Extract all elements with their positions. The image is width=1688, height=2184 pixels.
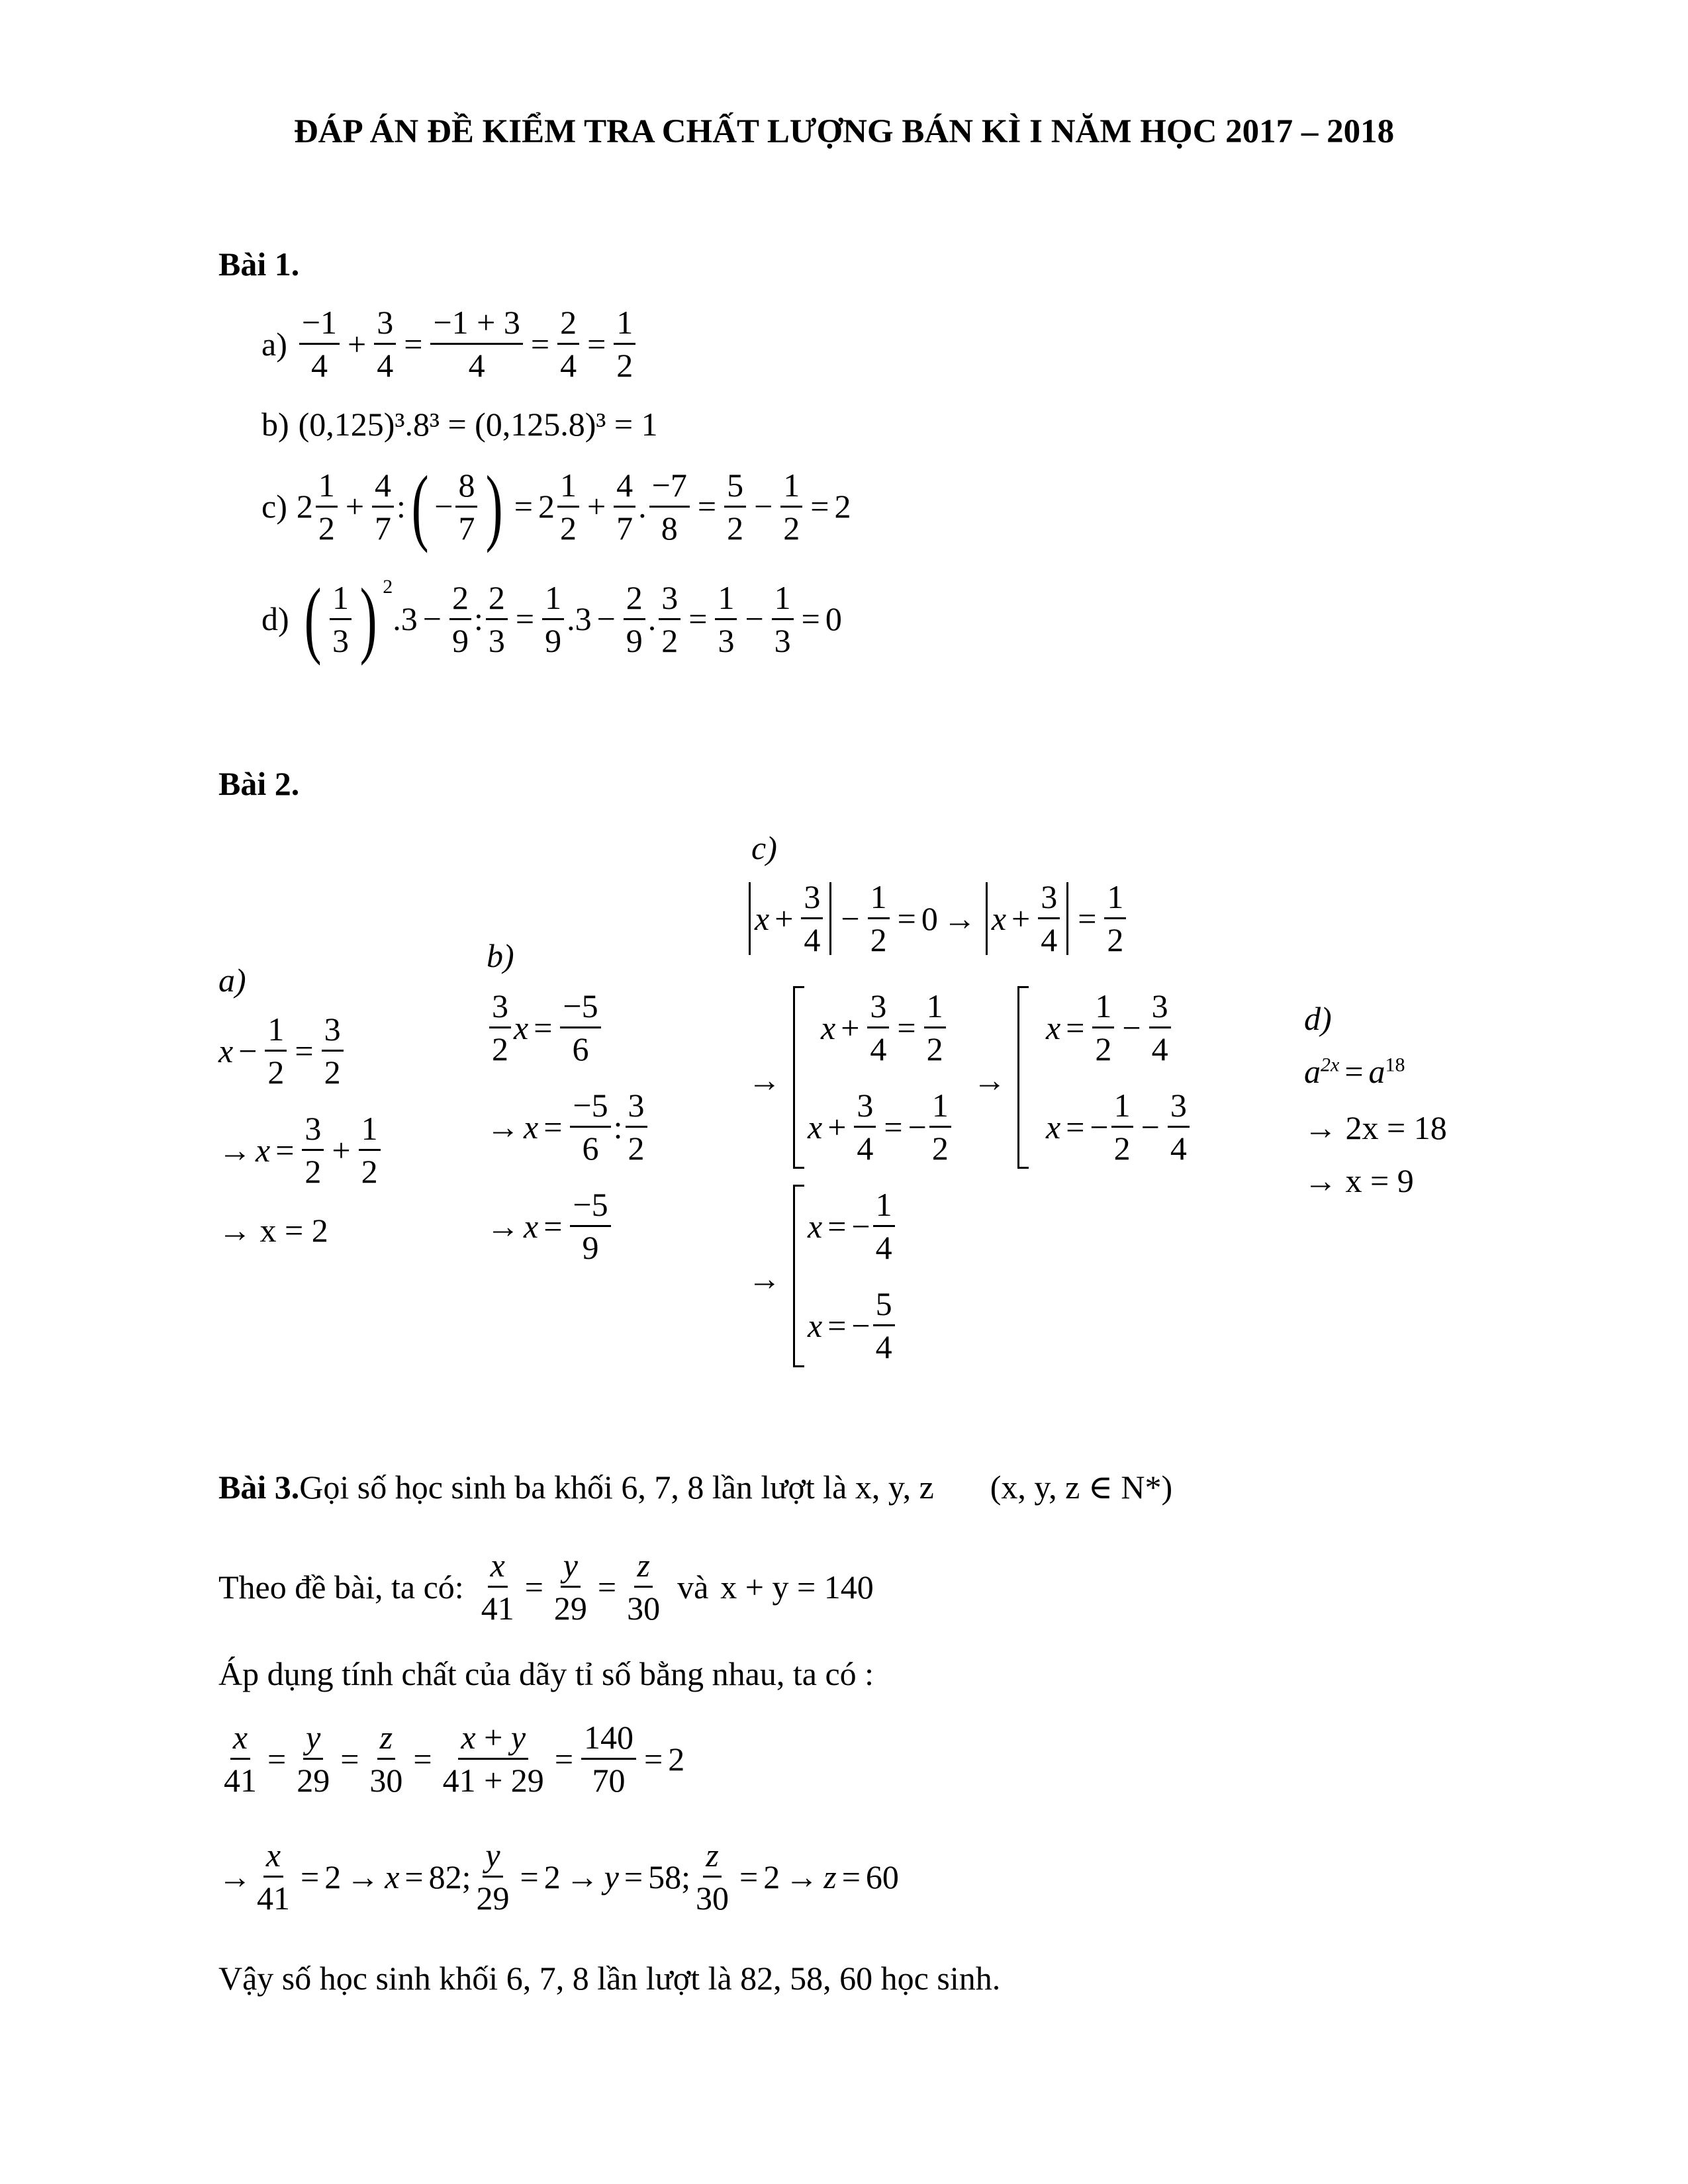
- bai2-c-arrow3: →: [748, 1260, 781, 1297]
- bai1-header: Bài 1.: [218, 246, 300, 283]
- bai3-header: Bài 3.: [218, 1469, 300, 1506]
- bai2-d-line2: → 2x = 18: [1304, 1109, 1447, 1146]
- bai2-a-result: → x = 2: [218, 1212, 328, 1249]
- bai2-a-label: a): [218, 962, 246, 999]
- bai2-b-line3: → x = $\frac{-5}{9}$: [487, 1188, 614, 1264]
- bai2-c-label: c): [751, 829, 777, 866]
- bai3-given-prefix: Theo đề bài, ta có:: [218, 1568, 464, 1606]
- bai2-a-line1: x − $\frac{1}{2}$ = $\frac{3}{2}$: [218, 1013, 346, 1089]
- bai1-d-equation: d) ( $\frac{1}{3}$ ) $^2$ .3 − $\frac{2}{9}$ : $\frac{2}{3}$ = $\frac{1}{9}$ .3 − $\frac{2}{9}$ . $\frac{3}{2}$ = $\frac{1}{3}$ − $\frac{1}{3}$ = 0: [261, 571, 842, 666]
- bai3-given-and: và: [677, 1568, 709, 1606]
- bai2-d-line1: $a^{2x} = a^{18}$: [1304, 1053, 1405, 1090]
- bai2-c-case3b: x = − $\frac{5}{4}$: [808, 1287, 898, 1363]
- bai3-given: Theo đề bài, ta có: $\frac{x}{41}$ = $\frac{y}{29}$ = $\frac{z}{30}$ và x + y = 140: [218, 1547, 874, 1627]
- bai2-c-arrow1: →: [748, 1062, 781, 1099]
- bai2-b-line2: → x = $\frac{-5}{6}$ : $\frac{3}{2}$: [487, 1089, 650, 1165]
- bai2-d-line3: → x = 9: [1304, 1162, 1414, 1199]
- bai2-d-label: d): [1304, 1000, 1332, 1037]
- bai3-solutions: → $\frac{x}{41}$ = 2 → x = 82; $\frac{y}{29}$ = 2 → y = 58; $\frac{z}{30}$ = 2 → z = 60: [218, 1837, 899, 1917]
- bai2-c-bracket3: [793, 1185, 804, 1367]
- bai2-header: Bài 2.: [218, 765, 300, 802]
- bai3-apply: Áp dụng tính chất của dãy tỉ số bằng nhau, ta có :: [218, 1655, 874, 1692]
- bai2-c-case1a: x + $\frac{3}{4}$ = $\frac{1}{2}$: [821, 989, 949, 1066]
- bai2-c-arrow2: →: [973, 1062, 1006, 1099]
- bai2-c-bracket1: [793, 986, 804, 1169]
- bai2-c-case3a: x = − $\frac{1}{4}$: [808, 1188, 898, 1264]
- bai2-c-line1: x + $\frac{3}{4}$ − $\frac{1}{2}$ = 0 → x + $\frac{3}{4}$ = $\frac{1}{2}$: [745, 880, 1129, 956]
- bai3-condition: (x, y, z ∈ N*): [990, 1469, 1173, 1506]
- bai1-d-label: d): [261, 600, 289, 637]
- bai1-a-label: a): [261, 325, 287, 363]
- bai2-b-label: b): [487, 937, 514, 974]
- bai2-a-line2: → x = $\frac{3}{2}$ + $\frac{1}{2}$: [218, 1112, 383, 1188]
- bai1-a-equation: a) $\frac{-1}{4}$ + $\frac{3}{4}$ = $\frac{-1 + 3}{4}$ = $\frac{2}{4}$ = $\frac{1}{2}$: [261, 306, 638, 382]
- bai2-c-case2b: x = − $\frac{1}{2}$ − $\frac{3}{4}$: [1046, 1089, 1192, 1165]
- bai1-b-label: b): [261, 406, 289, 443]
- bai2-c-case1b: x + $\frac{3}{4}$ = − $\frac{1}{2}$: [808, 1089, 954, 1165]
- bai2-c-case2a: x = $\frac{1}{2}$ − $\frac{3}{4}$: [1046, 989, 1174, 1066]
- bai1-b-equation: [261, 405, 658, 443]
- bai1-c-equation: c) 2 $\frac{1}{2}$ + $\frac{4}{7}$ : ( − $\frac{8}{7}$ ) = 2 $\frac{1}{2}$ + $\frac{4}{7}$ . $\frac{-7}{8}$ = $\frac{5}{2}$ − $\frac{1}{2}$ = 2: [261, 459, 851, 554]
- bai3-conclusion: Vậy số học sinh khối 6, 7, 8 lần lượt là 82, 58, 60 học sinh.: [218, 1960, 1001, 1997]
- bai3-given-sum: x + y = 140: [720, 1568, 874, 1606]
- bai2-b-line1: $\frac{3}{2}$ x = $\frac{-5}{6}$: [487, 989, 604, 1066]
- bai3-intro-line: [218, 1468, 1172, 1506]
- bai1-c-label: c): [261, 488, 287, 525]
- bai3-ratio-chain: $\frac{x}{41}$ = $\frac{y}{29}$ = $\frac{z}{30}$ = $\frac{x + y}{41 + 29}$ = $\frac{140}{70}$ = 2: [224, 1719, 685, 1799]
- bai2-c-bracket2: [1017, 986, 1029, 1169]
- page-title: ĐÁP ÁN ĐỀ KIỂM TRA CHẤT LƯỢNG BÁN KÌ I NĂM HỌC 2017 – 2018: [293, 113, 1395, 150]
- bai3-intro: Gọi số học sinh ba khối 6, 7, 8 lần lượt là x, y, z: [299, 1469, 934, 1506]
- bai1-b-expr: (0,125)³.8³ = (0,125.8)³ = 1: [298, 406, 658, 443]
